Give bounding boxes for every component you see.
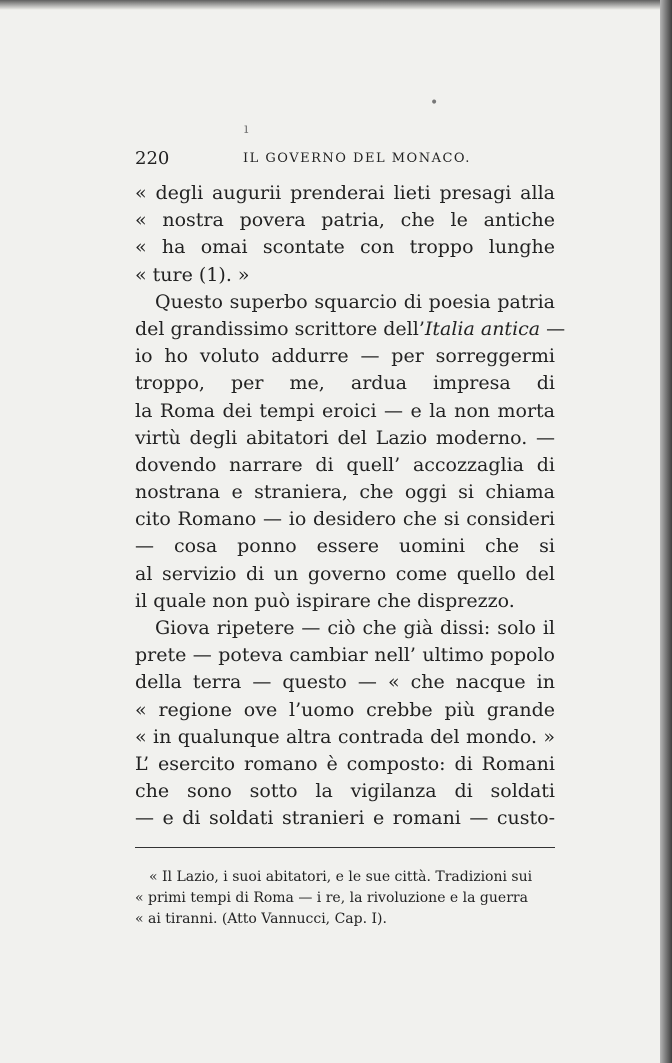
text-line: troppo, per me, ardua impresa di xyxy=(135,372,555,395)
text-line-part: del grandissimo scrittore dell’ xyxy=(135,317,425,340)
text-line: dovendo narrare di quell’ accozzaglia di xyxy=(135,453,555,476)
footnote-line: « Il Lazio, i suoi abitatori, e le sue città. Tradizioni sui xyxy=(149,869,533,885)
text-line: io ho voluto addurre — per sorreggermi xyxy=(135,345,555,368)
text-line: « nostra povera patria, che le antiche xyxy=(135,209,555,232)
text-line: L’ esercito romano è composto: di Romani xyxy=(135,752,555,775)
text-line: della terra — questo — « che nacque in xyxy=(135,671,555,694)
text-line: la Roma dei tempi eroici — e la non morta xyxy=(135,399,555,422)
text-line: — e di soldati stranieri e romani — custo- xyxy=(135,807,555,830)
text-line: Questo superbo squarcio di poesia patria xyxy=(155,290,555,313)
text-line xyxy=(135,316,566,343)
footnote-line: « ai tiranni. (Atto Vannucci, Cap. I). xyxy=(135,911,387,927)
footnotes xyxy=(135,867,555,930)
text-line: prete — poteva cambiar nell’ ultimo popolo xyxy=(135,644,555,667)
text-line: che sono sotto la vigilanza di soldati xyxy=(135,780,555,803)
text-line: « ture (1). » xyxy=(135,263,250,286)
text-line: Giova ripetere — ciò che già dissi: solo il xyxy=(155,617,555,640)
running-title: IL GOVERNO DEL MONACO. xyxy=(243,151,471,166)
text-line-part: — xyxy=(540,317,566,340)
stray-print-mark: • xyxy=(430,95,439,111)
stray-print-mark: ı xyxy=(244,121,249,137)
top-shadow xyxy=(0,0,660,10)
footnote-line: « primi tempi di Roma — i re, la rivoluzione e la guerra xyxy=(135,890,528,906)
text-line: al servizio di un governo come quello del xyxy=(135,562,555,585)
page-header xyxy=(135,145,555,173)
text-line: « regione ove l’uomo crebbe più grande xyxy=(135,698,555,721)
text-line: cito Romano — io desidero che si consideri xyxy=(135,508,555,531)
right-page-edge xyxy=(660,0,672,1063)
text-line: — cosa ponno essere uomini che si xyxy=(135,535,555,558)
text-line: il quale non può ispirare che disprezzo. xyxy=(135,589,515,612)
italic-title: Italia antica xyxy=(424,317,541,340)
text-line: virtù degli abitatori del Lazio moderno. — xyxy=(135,426,555,449)
text-line: « ha omai scontate con troppo lunghe xyxy=(135,236,555,259)
text-line: nostrana e straniera, che oggi si chiama xyxy=(135,481,555,504)
text-line: « degli augurii prenderai lieti presagi alla xyxy=(135,182,555,204)
main-text xyxy=(135,180,566,833)
page-number: 220 xyxy=(135,148,170,169)
footnote-rule xyxy=(135,847,555,848)
text-line: « in qualunque altra contrada del mondo. » xyxy=(135,725,555,748)
